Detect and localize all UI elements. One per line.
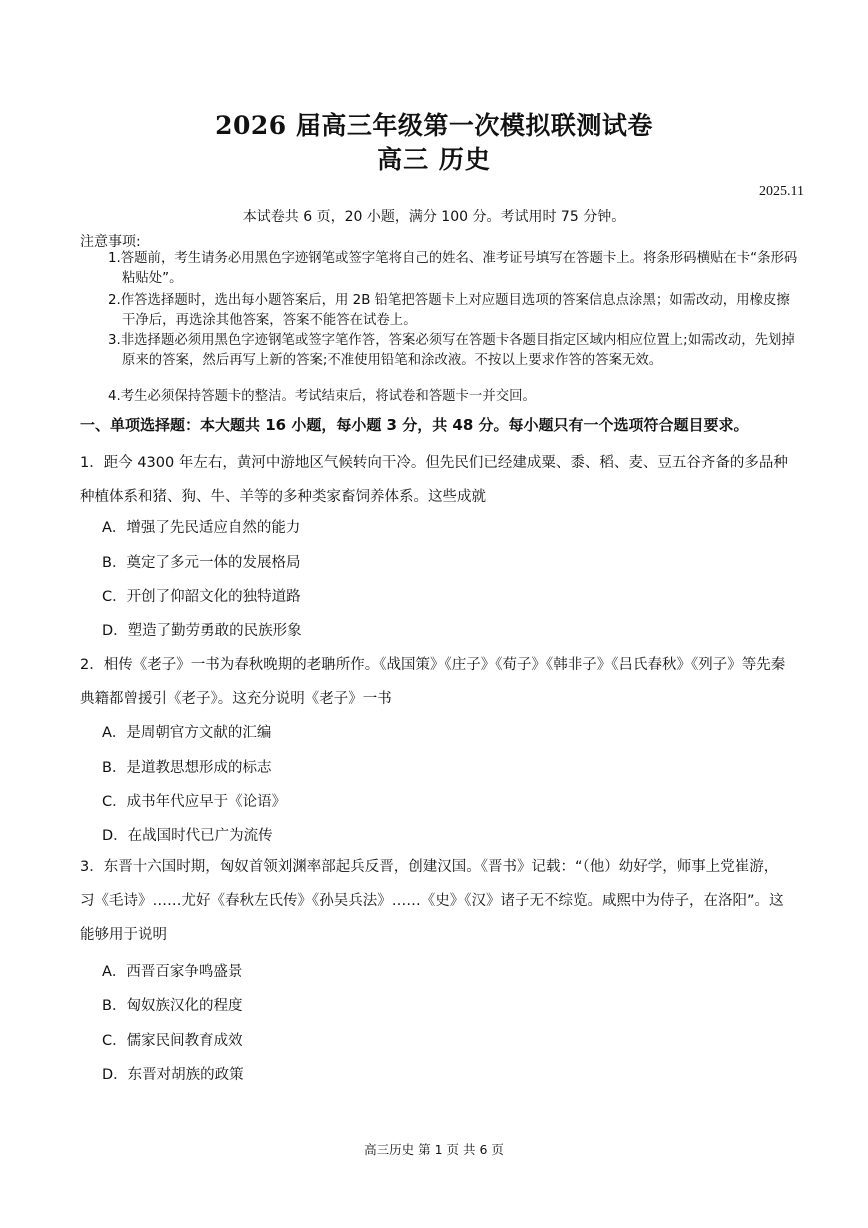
exam-info: 本试卷共 6 页，20 小题，满分 100 分。考试用时 75 分钟。	[242, 209, 626, 225]
note-item: 4.考生必须保持答题卡的整洁。考试结束后，将试卷和答题卡一并交回。	[108, 389, 536, 404]
question-option: D．在战国时代已广为流传	[102, 828, 273, 844]
section-title: 一、单项选择题：本大题共 16 小题，每小题 3 分，共 48 分。每小题只有一个选项符合题目要求。	[80, 416, 749, 434]
question-stem: 1．距今 4300 年左右，黄河中游地区气候转向干冷。但先民们已经建成粟、黍、稻、麦、豆五谷齐备的多品种种植体系和猪、狗、牛、羊等的多种类家畜饲养体系。这些成就	[80, 455, 788, 505]
question-option: B．奠定了多元一体的发展格局	[102, 555, 301, 571]
note-item: 3.非选择题必须用黑色字迹钢笔或签字笔作答，答案必须写在答题卡各题目指定区域内相应位置上;如需改动，先划掉原来的答案，然后再写上新的答案;不准使用铅笔和涂改液。不按以上要求作答的答案无效。	[108, 333, 795, 368]
question-option: D．东晋对胡族的政策	[102, 1067, 244, 1083]
question-option: D．塑造了勤劳勇敢的民族形象	[102, 623, 302, 639]
exam-title: 2026 届高三年级第一次模拟联测试卷	[215, 111, 653, 140]
question-option: C．成书年代应早于《论语》	[102, 794, 287, 810]
exam-date: 2025.11	[759, 184, 804, 199]
question-option: B．是道教思想形成的标志	[102, 760, 272, 776]
note-item: 1.答题前，考生请务必用黑色字迹钢笔或签字笔将自己的姓名、准考证号填写在答题卡上。将条形码横贴在卡“条形码粘贴处”。	[108, 251, 798, 286]
question-option: C．开创了仰韶文化的独特道路	[102, 589, 301, 605]
question-option: C．儒家民间教育成效	[102, 1033, 243, 1049]
notes-heading: 注意事项:	[80, 234, 141, 250]
question-option: B．匈奴族汉化的程度	[102, 998, 243, 1014]
note-item: 2.作答选择题时，选出每小题答案后，用 2B 铅笔把答题卡上对应题目选项的答案信息点涂黑；如需改动，用橡皮擦干净后，再选涂其他答案，答案不能答在试卷上。	[108, 293, 790, 328]
question-option: A．增强了先民适应自然的能力	[102, 520, 301, 536]
page-footer: 高三历史 第 1 页 共 6 页	[364, 1142, 504, 1157]
question-option: A．西晋百家争鸣盛景	[102, 964, 243, 980]
question-stem: 3．东晋十六国时期，匈奴首领刘渊率部起兵反晋，创建汉国。《晋书》记载：“（他）幼好学，师事上党崔游，习《毛诗》……尤好《春秋左氏传》《孙吴兵法》……《史》《汉》诸子无不综览。咸熙中为侍子，在洛阳”。这能够用于说明	[80, 859, 784, 943]
exam-subtitle: 高三 历史	[377, 145, 491, 174]
question-stem: 2．相传《老子》一书为春秋晚期的老聃所作。《战国策》《庄子》《荀子》《韩非子》《吕氏春秋》《列子》等先秦典籍都曾援引《老子》。这充分说明《老子》一书	[80, 657, 786, 707]
question-option: A．是周朝官方文献的汇编	[102, 725, 272, 741]
